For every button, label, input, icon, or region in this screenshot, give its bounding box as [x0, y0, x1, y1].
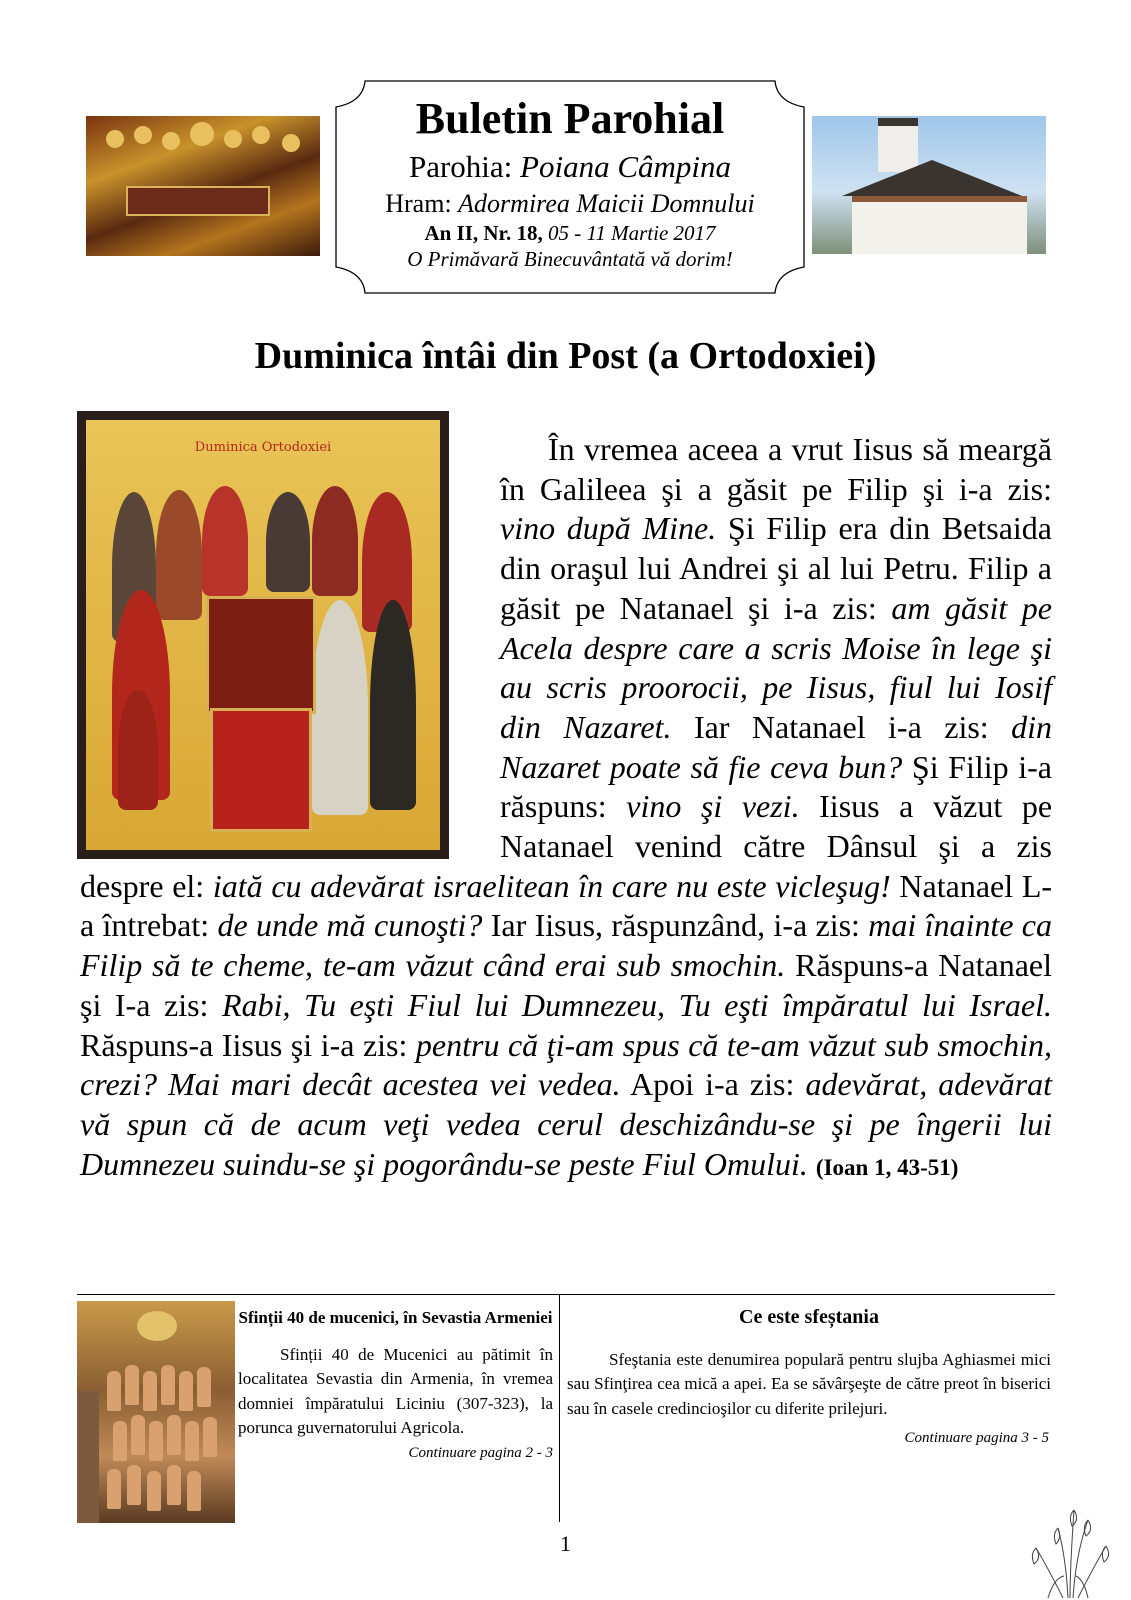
- church-photo: [812, 116, 1046, 254]
- sfestania-column: [567, 1305, 1051, 1451]
- gospel-reading: [80, 430, 1052, 1187]
- page-number: 1: [560, 1531, 571, 1556]
- sfestania-heading: Ce este sfeștania: [739, 1306, 879, 1328]
- issue-line: An II, Nr. 18, 05 - 11 Martie 2017: [424, 221, 716, 245]
- gospel-text-segment: Iar Natanael i-a zis:: [671, 708, 1012, 745]
- column-divider: [559, 1294, 560, 1522]
- gospel-reference: (Ioan 1, 43-51): [815, 1154, 959, 1180]
- gospel-quote-segment: vino şi vezi.: [626, 788, 800, 825]
- gospel-quote-segment: vino după Mine.: [500, 510, 717, 547]
- patron-feast-line: Hram: Adormirea Maicii Domnului: [385, 189, 755, 218]
- martyrs-column: [238, 1306, 553, 1465]
- gospel-text-segment: În vremea aceea a vrut Iisus să meargă în Galileea şi a găsit pe Filip şi i-a zis:: [500, 431, 1052, 507]
- sfestania-body: Sfeştania este denumirea populară pentru slujba Aghiasmei mici sau Sfinţirea cea mică a apei. Ea se săvârşeşte de către preot în biserici sau în casele credincioşilor cu diferite prilejuri.: [567, 1349, 1051, 1418]
- gospel-text-segment: Iar Iisus, răspunzând, i-a zis:: [482, 907, 869, 944]
- gospel-text-segment: Iisus a văzut pe Natanael venind către Dânsul şi a zis despre el:: [80, 788, 1053, 904]
- masthead: [335, 80, 805, 294]
- gospel-quote-segment: Rabi, Tu eşti Fiul lui Dumnezeu, Tu eşti împăratul lui Israel.: [222, 986, 1053, 1023]
- gospel-text-segment: Răspuns-a Natanael şi I-a zis:: [80, 947, 1053, 1023]
- gospel-quote-segment: am găsit pe Acela despre care a scris Moise în lege şi au scris proorocii, pe Iisus, fiul lui Iosif din Nazaret.: [500, 589, 1053, 745]
- gospel-quote-segment: adevărat, adevărat vă spun că de acum veţi vedea cerul deschizându-se şi pe îngerii lui Dumnezeu suindu-se şi pogorându-se peste Fiul Omului.: [80, 1066, 1053, 1182]
- gospel-text-segment: Apoi i-a zis:: [620, 1066, 806, 1103]
- gospel-quote-segment: mai înainte ca Filip să te cheme, te-am văzut când erai sub smochin.: [80, 907, 1052, 984]
- gospel-quote-segment: de unde mă cunoşti?: [217, 907, 483, 944]
- dormition-icon-image: [86, 116, 320, 256]
- forty-martyrs-icon: [77, 1301, 235, 1523]
- snowdrop-flower-illustration: [1018, 1498, 1118, 1600]
- gospel-quote-segment: iată cu adevărat israelitean în care nu este vicleşug!: [212, 867, 891, 904]
- section-divider: [77, 1294, 1055, 1295]
- greeting: O Primăvară Binecuvântată vă dorim!: [407, 247, 733, 271]
- martyrs-continued-link[interactable]: Continuare pagina 2 - 3: [408, 1444, 553, 1461]
- gospel-quote-segment: pentru că ţi-am spus că te-am văzut sub smochin, crezi? Mai mari decât acestea vei vedea.: [80, 1026, 1053, 1103]
- martyrs-body: Sfinții 40 de Mucenici au pătimit în localitatea Sevastia din Armenia, în vremea domniei împăratului Liciniu (307-323), la porunca guvernatorului Agricola.: [238, 1344, 553, 1437]
- martyrs-heading: Sfinții 40 de mucenici, în Sevastia Armeniei: [238, 1308, 553, 1327]
- gospel-text-segment: Răspuns-a Iisus şi i-a zis:: [80, 1026, 416, 1063]
- gospel-text-segment: Natanael L-a întrebat:: [80, 867, 1053, 944]
- gospel-quote-segment: din Nazaret poate să fie ceva bun?: [500, 708, 1053, 785]
- gospel-text-segment: Şi Filip i-a răspuns:: [500, 748, 1053, 825]
- icon-caption: Duminica Ortodoxiei: [194, 440, 332, 455]
- gospel-text-segment: Şi Filip era din Betsaida din oraşul lui Andrei şi al lui Petru. Filip a găsit pe Natanael şi i-a zis:: [500, 510, 1053, 626]
- bulletin-title: Buletin Parohial: [415, 94, 725, 143]
- article-title: Duminica întâi din Post (a Ortodoxiei): [254, 335, 877, 377]
- sfestania-continued-link[interactable]: Continuare pagina 3 - 5: [904, 1430, 1049, 1446]
- parish-line: Parohia: Poiana Câmpina: [408, 149, 732, 184]
